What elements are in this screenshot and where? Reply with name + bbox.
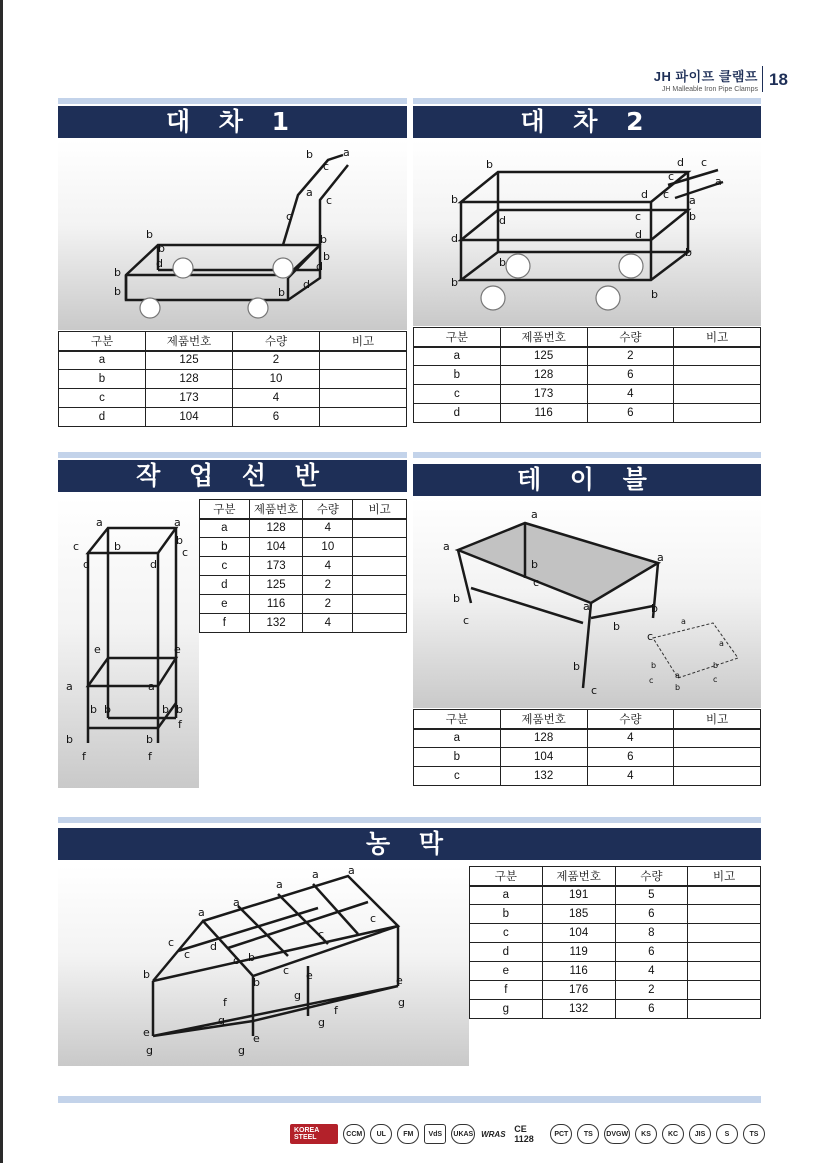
svg-text:d: d xyxy=(451,232,458,245)
cell-category: c xyxy=(414,767,501,786)
section-title-cart1: 대 차 1 xyxy=(58,106,407,138)
cell-product-no: 132 xyxy=(500,767,587,786)
col-quantity: 수량 xyxy=(233,332,320,351)
table-row xyxy=(470,924,761,943)
cell-product-no: 176 xyxy=(542,981,615,1000)
col-quantity: 수량 xyxy=(303,500,353,519)
svg-text:b: b xyxy=(176,703,183,716)
cell-quantity: 2 xyxy=(233,351,320,370)
section-band xyxy=(413,452,761,458)
ts-logo: TS xyxy=(577,1124,599,1144)
ccm-logo: CCM xyxy=(343,1124,365,1144)
page-header xyxy=(654,66,758,93)
table-header-row xyxy=(414,328,761,347)
svg-text:a: a xyxy=(681,617,686,626)
cell-category: b xyxy=(470,905,543,924)
svg-text:b: b xyxy=(613,620,620,633)
cell-quantity: 10 xyxy=(303,538,353,557)
svg-text:b: b xyxy=(486,158,493,171)
svg-text:c: c xyxy=(73,540,80,553)
cell-remarks xyxy=(353,614,407,633)
col-remarks: 비고 xyxy=(674,328,761,347)
svg-text:a: a xyxy=(276,878,283,891)
svg-text:c: c xyxy=(370,912,377,925)
svg-text:c: c xyxy=(663,188,670,201)
cell-category: d xyxy=(59,408,146,427)
cell-product-no: 132 xyxy=(542,1000,615,1019)
cell-category: b xyxy=(200,538,250,557)
cell-category: c xyxy=(200,557,250,576)
cell-remarks xyxy=(353,576,407,595)
svg-text:g: g xyxy=(238,1044,245,1057)
cell-product-no: 125 xyxy=(249,576,303,595)
cart2-spec-table xyxy=(413,327,761,423)
cell-category: c xyxy=(59,389,146,408)
cell-product-no: 116 xyxy=(542,962,615,981)
table-row xyxy=(200,595,407,614)
table-row xyxy=(470,1000,761,1019)
cell-remarks xyxy=(674,366,761,385)
cell-category: c xyxy=(470,924,543,943)
cart2-diagram xyxy=(413,140,761,326)
ts-triangle-logo: TS xyxy=(743,1124,765,1144)
table-row xyxy=(59,370,407,389)
svg-text:b: b xyxy=(104,703,111,716)
col-category: 구분 xyxy=(414,328,501,347)
table-header-row xyxy=(200,500,407,519)
cell-remarks xyxy=(353,557,407,576)
svg-text:a: a xyxy=(66,680,73,693)
svg-text:a: a xyxy=(312,868,319,881)
cell-category: e xyxy=(200,595,250,614)
cell-product-no: 132 xyxy=(249,614,303,633)
svg-text:c: c xyxy=(168,936,175,949)
svg-text:f: f xyxy=(223,996,227,1009)
svg-text:d: d xyxy=(641,188,648,201)
svg-text:b: b xyxy=(114,266,121,279)
cell-product-no: 128 xyxy=(249,519,303,538)
col-category: 구분 xyxy=(414,710,501,729)
svg-text:b: b xyxy=(146,228,153,241)
col-category: 구분 xyxy=(59,332,146,351)
svg-text:f: f xyxy=(82,750,86,763)
cell-remarks xyxy=(688,943,761,962)
svg-text:d: d xyxy=(635,228,642,241)
jis-logo: JIS xyxy=(689,1124,711,1144)
table-row xyxy=(414,729,761,748)
svg-text:c: c xyxy=(649,676,654,685)
table-drawing xyxy=(413,498,761,708)
cell-product-no: 173 xyxy=(146,389,233,408)
cell-remarks xyxy=(674,404,761,423)
cell-quantity: 4 xyxy=(303,519,353,538)
svg-text:e: e xyxy=(143,1026,150,1039)
cell-quantity: 2 xyxy=(303,595,353,614)
dvgw-logo: DVGW xyxy=(604,1124,630,1144)
table-row xyxy=(414,366,761,385)
svg-text:c: c xyxy=(233,954,240,967)
section-title-table: 테 이 블 xyxy=(413,464,761,496)
kc-logo: KC xyxy=(662,1124,684,1144)
svg-text:e: e xyxy=(306,969,313,982)
section-band xyxy=(58,817,761,823)
svg-text:a: a xyxy=(657,551,664,564)
section-title-cart2: 대 차 2 xyxy=(413,106,761,138)
cell-quantity: 6 xyxy=(233,408,320,427)
shelf-drawing xyxy=(58,498,199,788)
cell-remarks xyxy=(674,385,761,404)
table-header-row xyxy=(414,710,761,729)
vds-logo: VdS xyxy=(424,1124,446,1144)
cell-quantity: 4 xyxy=(233,389,320,408)
svg-text:a: a xyxy=(174,516,181,529)
page-edge-rule xyxy=(0,0,3,1163)
svg-text:a: a xyxy=(531,508,538,521)
svg-text:b: b xyxy=(320,233,327,246)
svg-text:a: a xyxy=(343,146,350,159)
shelf-diagram xyxy=(58,498,199,788)
table-row xyxy=(200,538,407,557)
cell-category: a xyxy=(470,886,543,905)
table-row xyxy=(414,404,761,423)
col-quantity: 수량 xyxy=(615,867,688,886)
svg-text:c: c xyxy=(323,160,330,173)
col-remarks: 비고 xyxy=(353,500,407,519)
svg-text:b: b xyxy=(453,592,460,605)
ce-mark-logo: CE 1128 xyxy=(514,1124,534,1144)
cell-category: e xyxy=(470,962,543,981)
table-row xyxy=(470,905,761,924)
cell-remarks xyxy=(674,729,761,748)
greenhouse-spec-table xyxy=(469,866,761,1019)
cell-quantity: 4 xyxy=(587,729,674,748)
svg-text:b: b xyxy=(278,286,285,299)
svg-text:c: c xyxy=(326,194,333,207)
col-quantity: 수량 xyxy=(587,710,674,729)
cell-product-no: 116 xyxy=(249,595,303,614)
table-header-row xyxy=(59,332,407,351)
cell-quantity: 8 xyxy=(615,924,688,943)
table-row xyxy=(59,389,407,408)
col-remarks: 비고 xyxy=(688,867,761,886)
greenhouse-diagram xyxy=(58,866,469,1066)
svg-text:b: b xyxy=(248,951,255,964)
svg-text:b: b xyxy=(685,246,692,259)
svg-text:f: f xyxy=(148,750,152,763)
table-row xyxy=(470,981,761,1000)
cell-category: b xyxy=(414,366,501,385)
cell-remarks xyxy=(688,1000,761,1019)
col-product-no: 제품번호 xyxy=(146,332,233,351)
svg-text:d: d xyxy=(677,156,684,169)
svg-text:e: e xyxy=(253,1032,260,1045)
certification-logos xyxy=(290,1122,765,1146)
cell-remarks xyxy=(688,905,761,924)
cell-category: b xyxy=(414,748,501,767)
table-diagram xyxy=(413,498,761,708)
svg-text:a: a xyxy=(443,540,450,553)
svg-text:a: a xyxy=(148,680,155,693)
cell-quantity: 6 xyxy=(615,943,688,962)
svg-text:d: d xyxy=(150,558,157,571)
cell-product-no: 104 xyxy=(249,538,303,557)
cell-category: b xyxy=(59,370,146,389)
cell-quantity: 4 xyxy=(303,614,353,633)
table-row xyxy=(59,351,407,370)
svg-text:b: b xyxy=(114,540,121,553)
cell-quantity: 4 xyxy=(303,557,353,576)
svg-text:b: b xyxy=(573,660,580,673)
table-row xyxy=(200,557,407,576)
svg-text:d: d xyxy=(303,278,310,291)
svg-text:b: b xyxy=(531,558,538,571)
svg-text:b: b xyxy=(162,703,169,716)
cell-quantity: 4 xyxy=(615,962,688,981)
table-row xyxy=(414,748,761,767)
svg-text:a: a xyxy=(675,671,680,680)
cart1-spec-table xyxy=(58,331,407,427)
cell-remarks xyxy=(674,748,761,767)
cart1-drawing xyxy=(58,140,407,330)
svg-text:d: d xyxy=(83,558,90,571)
svg-text:c: c xyxy=(713,675,718,684)
svg-text:d: d xyxy=(156,257,163,270)
svg-text:c: c xyxy=(286,210,293,223)
svg-text:a: a xyxy=(689,194,696,207)
table-row xyxy=(470,886,761,905)
col-remarks: 비고 xyxy=(320,332,407,351)
col-product-no: 제품번호 xyxy=(542,867,615,886)
cell-remarks xyxy=(688,886,761,905)
cell-product-no: 104 xyxy=(500,748,587,767)
table-row xyxy=(200,576,407,595)
cell-category: g xyxy=(470,1000,543,1019)
cell-product-no: 128 xyxy=(500,729,587,748)
cell-product-no: 125 xyxy=(146,351,233,370)
table-row xyxy=(200,519,407,538)
svg-text:c: c xyxy=(647,630,654,643)
cell-quantity: 6 xyxy=(615,905,688,924)
header-title: JH 파이프 클램프 xyxy=(653,69,758,84)
cell-remarks xyxy=(320,408,407,427)
svg-text:d: d xyxy=(499,214,506,227)
svg-text:c: c xyxy=(184,948,191,961)
cell-category: a xyxy=(414,729,501,748)
cell-product-no: 104 xyxy=(542,924,615,943)
cell-product-no: 173 xyxy=(249,557,303,576)
cell-quantity: 2 xyxy=(587,347,674,366)
svg-text:a: a xyxy=(233,896,240,909)
cell-category: a xyxy=(59,351,146,370)
svg-text:b: b xyxy=(651,661,657,670)
shelf-spec-table xyxy=(199,499,407,633)
cell-quantity: 6 xyxy=(587,366,674,385)
svg-text:c: c xyxy=(182,546,189,559)
ukas-logo: UKAS xyxy=(451,1124,475,1144)
greenhouse-drawing xyxy=(58,866,469,1066)
svg-text:b: b xyxy=(451,276,458,289)
ul-logo: UL xyxy=(370,1124,392,1144)
section-band xyxy=(58,452,407,458)
cell-category: d xyxy=(200,576,250,595)
cell-remarks xyxy=(688,924,761,943)
svg-text:b: b xyxy=(158,242,165,255)
svg-text:b: b xyxy=(675,683,681,692)
table-row xyxy=(414,385,761,404)
svg-text:e: e xyxy=(94,643,101,656)
s-mark-logo: S xyxy=(716,1124,738,1144)
cell-remarks xyxy=(353,519,407,538)
cell-remarks xyxy=(353,538,407,557)
cell-remarks xyxy=(353,595,407,614)
svg-text:b: b xyxy=(306,148,313,161)
cell-quantity: 2 xyxy=(303,576,353,595)
svg-text:f: f xyxy=(334,1004,338,1017)
svg-text:b: b xyxy=(90,703,97,716)
svg-text:b: b xyxy=(451,193,458,206)
svg-text:g: g xyxy=(398,996,405,1009)
cell-product-no: 185 xyxy=(542,905,615,924)
col-quantity: 수량 xyxy=(587,328,674,347)
col-category: 구분 xyxy=(470,867,543,886)
svg-text:d: d xyxy=(316,260,323,273)
svg-text:a: a xyxy=(348,866,355,877)
svg-text:b: b xyxy=(143,968,150,981)
cell-category: f xyxy=(470,981,543,1000)
svg-text:a: a xyxy=(306,186,313,199)
svg-text:b: b xyxy=(713,661,719,670)
section-title-shelf: 작 업 선 반 xyxy=(58,460,407,492)
svg-text:a: a xyxy=(96,516,103,529)
cell-category: c xyxy=(414,385,501,404)
cell-remarks xyxy=(320,389,407,408)
table-row xyxy=(414,347,761,366)
cell-product-no: 128 xyxy=(146,370,233,389)
svg-text:a: a xyxy=(719,639,724,648)
svg-text:c: c xyxy=(463,614,470,627)
table-header-row xyxy=(470,867,761,886)
cell-quantity: 6 xyxy=(587,404,674,423)
table-row xyxy=(470,962,761,981)
svg-text:a: a xyxy=(198,906,205,919)
cell-product-no: 116 xyxy=(500,404,587,423)
cell-remarks xyxy=(674,347,761,366)
section-band xyxy=(58,98,407,104)
table-row xyxy=(470,943,761,962)
svg-text:b: b xyxy=(323,250,330,263)
cell-quantity: 4 xyxy=(587,767,674,786)
cell-quantity: 4 xyxy=(587,385,674,404)
svg-text:c: c xyxy=(668,170,675,183)
cell-remarks xyxy=(320,351,407,370)
col-product-no: 제품번호 xyxy=(249,500,303,519)
page-number: 18 xyxy=(769,70,788,89)
svg-text:c: c xyxy=(283,964,290,977)
cell-category: d xyxy=(470,943,543,962)
svg-text:e: e xyxy=(174,643,181,656)
cell-quantity: 6 xyxy=(615,1000,688,1019)
cell-product-no: 125 xyxy=(500,347,587,366)
svg-text:b: b xyxy=(651,288,658,301)
svg-text:c: c xyxy=(701,156,708,169)
svg-text:b: b xyxy=(253,976,260,989)
svg-text:g: g xyxy=(146,1044,153,1057)
cell-remarks xyxy=(688,981,761,1000)
svg-text:g: g xyxy=(294,989,301,1002)
col-remarks: 비고 xyxy=(674,710,761,729)
header-separator xyxy=(762,66,763,92)
cell-product-no: 104 xyxy=(146,408,233,427)
cell-product-no: 119 xyxy=(542,943,615,962)
wras-logo: WRAS xyxy=(481,1129,506,1139)
table-row xyxy=(200,614,407,633)
svg-text:d: d xyxy=(210,940,217,953)
cart2-drawing xyxy=(413,140,761,326)
svg-text:b: b xyxy=(146,733,153,746)
pct-logo: PCT xyxy=(550,1124,572,1144)
cell-category: d xyxy=(414,404,501,423)
cell-product-no: 173 xyxy=(500,385,587,404)
col-category: 구분 xyxy=(200,500,250,519)
cell-remarks xyxy=(688,962,761,981)
ks-logo: KS xyxy=(635,1124,657,1144)
table-row xyxy=(59,408,407,427)
table-row xyxy=(414,767,761,786)
svg-text:e: e xyxy=(396,974,403,987)
header-subtitle: JH Malleable Iron Pipe Clamps xyxy=(661,86,758,93)
table-spec-table xyxy=(413,709,761,786)
cell-quantity: 5 xyxy=(615,886,688,905)
svg-text:c: c xyxy=(591,684,598,697)
cart1-diagram xyxy=(58,140,407,330)
cell-category: a xyxy=(414,347,501,366)
svg-text:b: b xyxy=(176,534,183,547)
svg-text:g: g xyxy=(318,1016,325,1029)
svg-text:g: g xyxy=(218,1014,225,1027)
col-product-no: 제품번호 xyxy=(500,328,587,347)
col-product-no: 제품번호 xyxy=(500,710,587,729)
svg-text:c: c xyxy=(635,210,642,223)
svg-text:b: b xyxy=(114,285,121,298)
svg-text:b: b xyxy=(66,733,73,746)
svg-text:c: c xyxy=(533,576,540,589)
svg-text:b: b xyxy=(651,602,658,615)
korea-steel-logo: KOREA STEEL xyxy=(290,1124,338,1144)
footer-rule xyxy=(58,1096,761,1103)
cell-category: a xyxy=(200,519,250,538)
cell-quantity: 2 xyxy=(615,981,688,1000)
cell-quantity: 10 xyxy=(233,370,320,389)
svg-text:b: b xyxy=(689,210,696,223)
svg-text:a: a xyxy=(583,600,590,613)
cell-remarks xyxy=(674,767,761,786)
svg-text:f: f xyxy=(178,718,182,731)
cell-remarks xyxy=(320,370,407,389)
cell-product-no: 128 xyxy=(500,366,587,385)
section-title-greenhouse: 농 막 xyxy=(58,828,761,860)
svg-text:b: b xyxy=(499,256,506,269)
cell-category: f xyxy=(200,614,250,633)
section-band xyxy=(413,98,761,104)
svg-text:a: a xyxy=(715,175,722,188)
svg-text:c: c xyxy=(318,928,325,941)
cell-product-no: 191 xyxy=(542,886,615,905)
cell-quantity: 6 xyxy=(587,748,674,767)
fm-logo: FM xyxy=(397,1124,419,1144)
